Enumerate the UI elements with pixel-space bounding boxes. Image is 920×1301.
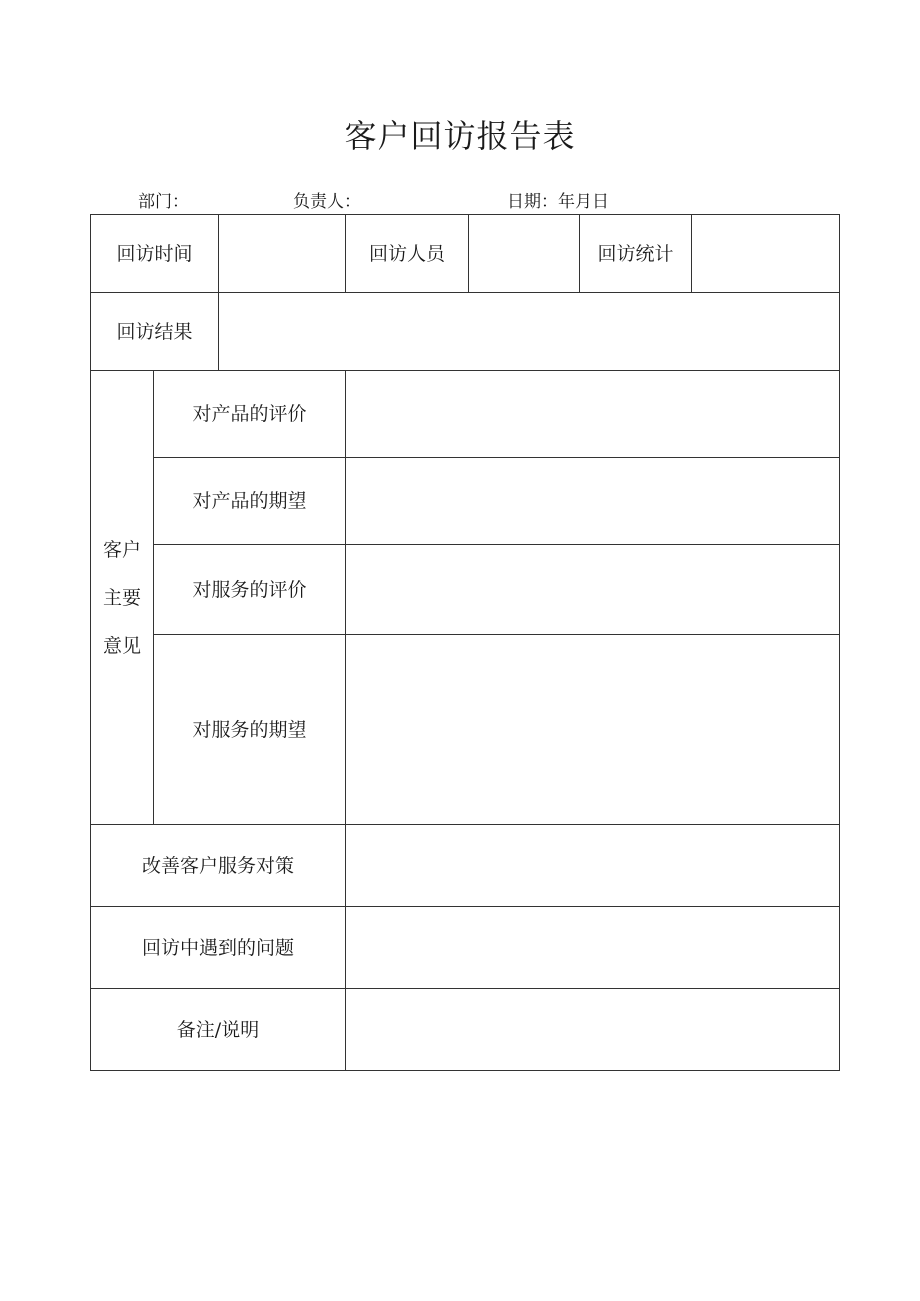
table-row bbox=[91, 545, 840, 635]
service-expectation-label: 对服务的期望 bbox=[154, 635, 346, 825]
date-label: 日期：年月日 bbox=[507, 192, 609, 212]
group-label-line: 意见 bbox=[102, 634, 141, 657]
service-evaluation-field[interactable] bbox=[346, 545, 840, 635]
visitor-field[interactable] bbox=[469, 215, 580, 293]
visit-problems-field[interactable] bbox=[346, 907, 840, 989]
product-expectation-label: 对产品的期望 bbox=[154, 458, 346, 545]
table-row bbox=[91, 907, 840, 989]
table-row bbox=[91, 989, 840, 1071]
product-evaluation-label: 对产品的评价 bbox=[154, 371, 346, 458]
remarks-label: 备注/说明 bbox=[91, 989, 346, 1071]
remarks-field[interactable] bbox=[346, 989, 840, 1071]
visit-time-field[interactable] bbox=[219, 215, 346, 293]
customer-opinions-group-label bbox=[91, 371, 154, 825]
table-row bbox=[91, 371, 840, 458]
service-expectation-field[interactable] bbox=[346, 635, 840, 825]
owner-label: 负责人： bbox=[293, 192, 361, 212]
product-expectation-field[interactable] bbox=[346, 458, 840, 545]
service-improvement-label: 改善客户服务对策 bbox=[91, 825, 346, 907]
document-title: 客户回访报告表 bbox=[344, 117, 576, 155]
service-improvement-field[interactable] bbox=[346, 825, 840, 907]
service-evaluation-label: 对服务的评价 bbox=[154, 545, 346, 635]
stats-field[interactable] bbox=[692, 215, 840, 293]
visit-problems-label: 回访中遇到的问题 bbox=[91, 907, 346, 989]
table-row bbox=[91, 293, 840, 371]
result-label: 回访结果 bbox=[91, 293, 219, 371]
stats-label: 回访统计 bbox=[580, 215, 692, 293]
result-field[interactable] bbox=[219, 293, 840, 371]
table-row bbox=[91, 215, 840, 293]
visit-time-label: 回访时间 bbox=[91, 215, 219, 293]
group-label-line: 主要 bbox=[102, 586, 141, 609]
group-label-line: 客户 bbox=[102, 538, 141, 561]
department-label: 部门： bbox=[138, 192, 189, 212]
product-evaluation-field[interactable] bbox=[346, 371, 840, 458]
table-row bbox=[91, 458, 840, 545]
visitor-label: 回访人员 bbox=[346, 215, 469, 293]
table-row bbox=[91, 825, 840, 907]
visit-report-table bbox=[90, 214, 840, 1071]
table-row bbox=[91, 635, 840, 825]
